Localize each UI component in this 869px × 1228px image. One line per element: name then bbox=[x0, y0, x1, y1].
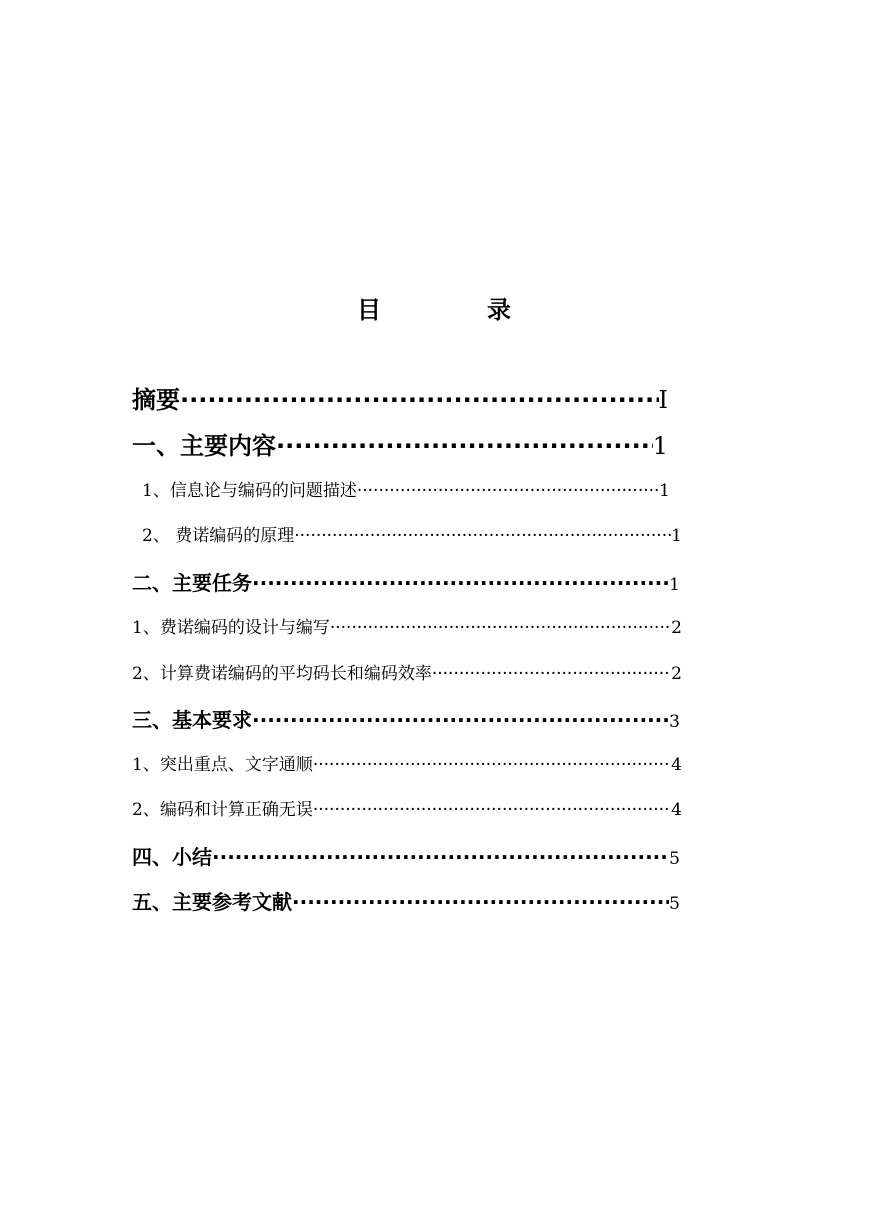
toc-entry-section-2-1[interactable] bbox=[132, 611, 682, 645]
toc-entry-section-3-1[interactable] bbox=[132, 748, 682, 782]
toc-entry-section-1[interactable] bbox=[132, 424, 668, 468]
toc-title-char-1: 目 bbox=[357, 296, 381, 324]
toc-leader-dots bbox=[357, 474, 659, 508]
toc-leader-dots bbox=[276, 424, 653, 468]
toc-leader-dots bbox=[252, 700, 669, 740]
toc-leader-dots bbox=[292, 882, 669, 922]
toc-entry-abstract[interactable] bbox=[132, 378, 668, 422]
toc-entry-section-3-2[interactable] bbox=[132, 793, 682, 827]
toc-entry-section-2-2[interactable] bbox=[132, 657, 682, 691]
toc-leader-dots bbox=[330, 611, 671, 645]
toc-page-number: 2 bbox=[671, 664, 682, 684]
toc-entry-section-4[interactable] bbox=[132, 837, 680, 879]
toc-page-number: 5 bbox=[669, 894, 680, 914]
toc-entry-label: 一、主要内容 bbox=[132, 432, 276, 460]
toc-page-number: 2 bbox=[671, 618, 682, 638]
toc-leader-dots bbox=[212, 837, 669, 877]
toc-page-number: 4 bbox=[671, 800, 682, 820]
toc-entry-label: 2、 费诺编码的原理 bbox=[142, 526, 295, 546]
toc-entry-label: 三、基本要求 bbox=[132, 708, 252, 732]
toc-page-number: 1 bbox=[671, 526, 682, 546]
toc-leader-dots bbox=[313, 748, 671, 782]
toc-leader-dots bbox=[313, 793, 671, 827]
toc-leader-dots bbox=[180, 378, 659, 422]
toc-page-number: 1 bbox=[669, 575, 680, 595]
toc-entry-label: 2、计算费诺编码的平均码长和编码效率 bbox=[132, 664, 432, 684]
toc-leader-dots bbox=[252, 563, 669, 603]
toc-entry-label: 四、小结 bbox=[132, 845, 212, 869]
toc-leader-dots bbox=[432, 657, 671, 691]
toc-entry-label: 2、编码和计算正确无误 bbox=[132, 800, 313, 820]
toc-entry-section-1-2[interactable] bbox=[142, 519, 682, 553]
toc-entry-section-2[interactable] bbox=[132, 563, 680, 605]
toc-entry-label: 二、主要任务 bbox=[132, 571, 252, 595]
toc-page-number: 4 bbox=[671, 755, 682, 775]
toc-entry-label: 1、信息论与编码的问题描述 bbox=[142, 481, 357, 501]
toc-entry-label: 1、费诺编码的设计与编写 bbox=[132, 618, 330, 638]
toc-title-char-2: 录 bbox=[487, 296, 511, 324]
toc-page-number: 3 bbox=[669, 712, 680, 732]
toc-page-number: 5 bbox=[669, 849, 680, 869]
toc-entry-label: 1、突出重点、文字通顺 bbox=[132, 755, 313, 775]
toc-entry-section-3[interactable] bbox=[132, 700, 680, 742]
toc-page-number: 1 bbox=[659, 481, 670, 501]
toc-entry-section-5[interactable] bbox=[132, 882, 680, 924]
toc-entry-label: 摘要 bbox=[132, 386, 180, 414]
toc-title bbox=[0, 292, 869, 332]
toc-entry-section-1-1[interactable] bbox=[142, 474, 670, 508]
toc-entry-label: 五、主要参考文献 bbox=[132, 890, 292, 914]
toc-leader-dots bbox=[294, 519, 671, 553]
toc-page-number: Ⅰ bbox=[658, 386, 668, 414]
toc-page-number: 1 bbox=[652, 432, 668, 460]
